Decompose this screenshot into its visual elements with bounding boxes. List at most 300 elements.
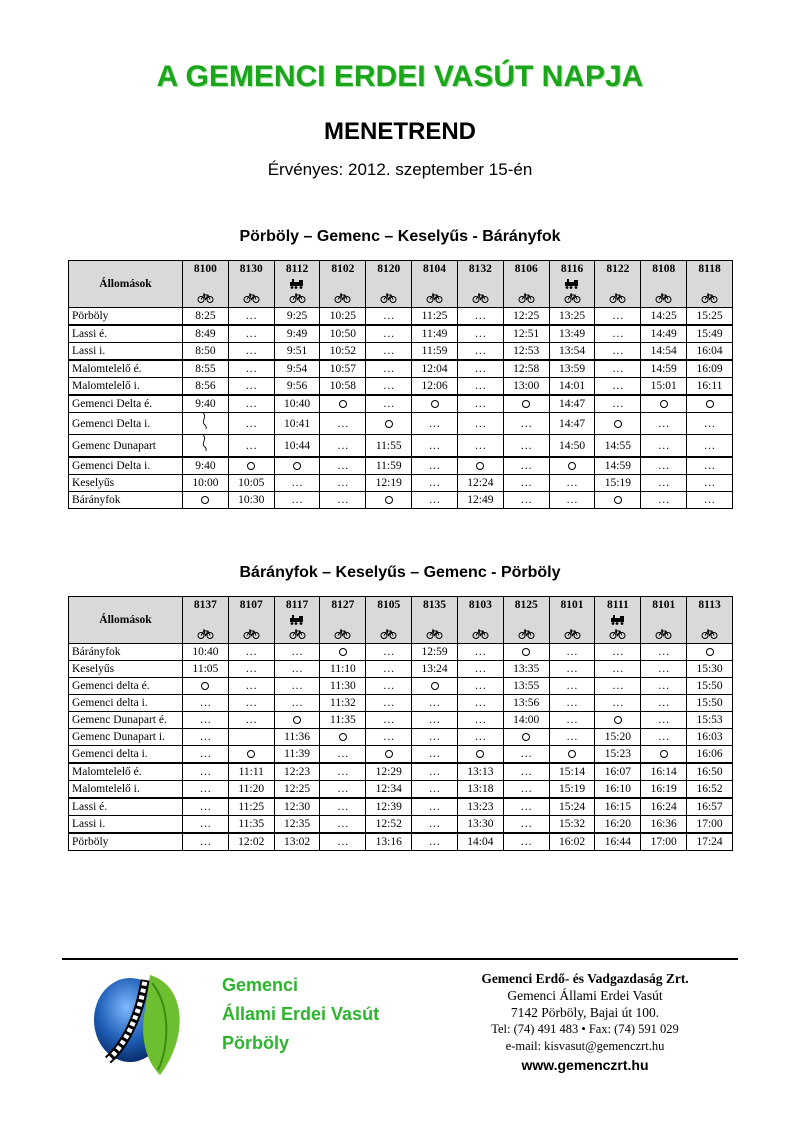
bicycle-icon xyxy=(504,290,549,304)
time-cell: 17:24 xyxy=(687,833,733,851)
time-cell: … xyxy=(457,378,503,396)
on-request-stop-icon xyxy=(412,678,458,695)
time-cell: 16:19 xyxy=(641,781,687,799)
time-cell: … xyxy=(595,644,641,661)
time-cell: … xyxy=(366,343,412,361)
table-row xyxy=(69,413,733,435)
train-number-header xyxy=(366,261,412,308)
time-cell: … xyxy=(687,492,733,509)
time-cell: 16:20 xyxy=(595,816,641,834)
time-cell: 12:25 xyxy=(274,781,320,799)
time-cell: … xyxy=(320,435,366,458)
on-request-stop-icon xyxy=(274,712,320,729)
train-number: 8100 xyxy=(193,263,217,275)
station-name: Bárányfok xyxy=(69,492,183,509)
on-request-stop-icon xyxy=(228,457,274,475)
station-name: Bárányfok xyxy=(69,644,183,661)
time-cell: … xyxy=(274,475,320,492)
time-cell: … xyxy=(549,729,595,746)
time-cell: 13:00 xyxy=(503,378,549,396)
time-cell: … xyxy=(412,729,458,746)
phone-fax: Tel: (74) 491 483 • Fax: (74) 591 029 xyxy=(491,1022,679,1036)
website-link[interactable]: www.gemenczrt.hu xyxy=(521,1057,649,1073)
station-name: Keselyűs xyxy=(69,661,183,678)
time-cell: 16:04 xyxy=(687,343,733,361)
time-cell: … xyxy=(549,475,595,492)
time-cell: 10:52 xyxy=(320,343,366,361)
time-cell: … xyxy=(183,798,229,816)
contact-block xyxy=(460,970,710,1074)
time-cell: 12:29 xyxy=(366,763,412,781)
time-cell: 10:50 xyxy=(320,325,366,343)
time-cell: … xyxy=(457,695,503,712)
time-cell: … xyxy=(412,712,458,729)
time-cell: 14:04 xyxy=(457,833,503,851)
bicycle-icon xyxy=(183,626,228,640)
train-number: 8102 xyxy=(331,263,355,275)
time-cell: … xyxy=(274,661,320,678)
time-cell: … xyxy=(228,435,274,458)
time-cell: 14:00 xyxy=(503,712,549,729)
time-cell: … xyxy=(457,360,503,378)
train-number-header xyxy=(183,261,229,308)
bicycle-icon xyxy=(458,626,503,640)
time-cell: … xyxy=(503,816,549,834)
time-cell: 15:25 xyxy=(687,308,733,326)
time-cell: … xyxy=(457,661,503,678)
train-number: 8118 xyxy=(698,263,721,275)
table-row xyxy=(69,457,733,475)
time-cell: 12:23 xyxy=(274,763,320,781)
time-cell: 14:59 xyxy=(595,457,641,475)
header-row xyxy=(69,597,733,644)
email[interactable]: e-mail: kisvasut@gemenczrt.hu xyxy=(505,1039,665,1053)
time-cell: 11:55 xyxy=(366,435,412,458)
time-cell: … xyxy=(503,763,549,781)
time-cell: 10:05 xyxy=(228,475,274,492)
time-cell: … xyxy=(503,475,549,492)
time-cell: … xyxy=(641,729,687,746)
time-cell: … xyxy=(641,475,687,492)
table-row xyxy=(69,695,733,712)
time-cell: … xyxy=(183,695,229,712)
bicycle-icon xyxy=(550,290,595,304)
station-name: Malomtelelő i. xyxy=(69,378,183,396)
time-cell: 9:56 xyxy=(274,378,320,396)
org-name-line2: Állami Erdei Vasút xyxy=(222,1004,380,1024)
time-cell: … xyxy=(641,661,687,678)
time-cell: … xyxy=(503,833,549,851)
time-cell: … xyxy=(320,763,366,781)
time-cell: 11:25 xyxy=(412,308,458,326)
on-request-stop-icon xyxy=(366,413,412,435)
train-number: 8112 xyxy=(285,263,309,275)
station-column-header: Állomások xyxy=(69,597,183,644)
time-cell: … xyxy=(595,308,641,326)
time-cell: 13:56 xyxy=(503,695,549,712)
time-cell: 12:06 xyxy=(412,378,458,396)
time-cell: 14:25 xyxy=(641,308,687,326)
time-cell: 16:36 xyxy=(641,816,687,834)
time-cell: … xyxy=(687,457,733,475)
time-cell: … xyxy=(228,360,274,378)
on-request-stop-icon xyxy=(366,492,412,509)
time-cell: 14:47 xyxy=(549,395,595,413)
on-request-stop-icon xyxy=(183,492,229,509)
station-name: Malomtelelő é. xyxy=(69,763,183,781)
bicycle-icon xyxy=(320,626,365,640)
time-cell: … xyxy=(366,644,412,661)
on-request-stop-icon xyxy=(595,413,641,435)
on-request-stop-icon xyxy=(549,457,595,475)
time-cell: … xyxy=(457,644,503,661)
time-cell: … xyxy=(228,678,274,695)
time-cell: … xyxy=(503,781,549,799)
train-number: 8122 xyxy=(606,263,630,275)
station-name: Lassi i. xyxy=(69,343,183,361)
footer-divider xyxy=(62,958,738,960)
time-cell: … xyxy=(183,833,229,851)
time-cell: 12:39 xyxy=(366,798,412,816)
train-number: 8127 xyxy=(331,599,355,611)
time-cell: … xyxy=(366,729,412,746)
time-cell: 13:16 xyxy=(366,833,412,851)
time-cell: … xyxy=(549,712,595,729)
time-cell: … xyxy=(641,644,687,661)
time-cell: 13:02 xyxy=(274,833,320,851)
time-cell: 15:50 xyxy=(687,695,733,712)
train-number-header xyxy=(457,597,503,644)
time-cell: 16:07 xyxy=(595,763,641,781)
time-cell: 13:24 xyxy=(412,661,458,678)
time-cell: 11:59 xyxy=(412,343,458,361)
train-number-header xyxy=(503,261,549,308)
time-cell: 12:49 xyxy=(457,492,503,509)
train-number-header xyxy=(183,597,229,644)
time-cell: 13:23 xyxy=(457,798,503,816)
time-cell: … xyxy=(366,661,412,678)
time-cell: 11:35 xyxy=(228,816,274,834)
train-number-header xyxy=(366,597,412,644)
table-row xyxy=(69,343,733,361)
time-cell: 17:00 xyxy=(641,833,687,851)
time-cell: 9:40 xyxy=(183,457,229,475)
time-cell: … xyxy=(595,343,641,361)
time-cell: 8:49 xyxy=(183,325,229,343)
company-name: Gemenci Erdő- és Vadgazdaság Zrt. xyxy=(481,971,689,986)
time-cell: … xyxy=(412,798,458,816)
time-cell: … xyxy=(412,413,458,435)
time-cell: … xyxy=(412,781,458,799)
time-cell: … xyxy=(320,798,366,816)
station-name: Pörböly xyxy=(69,308,183,326)
station-column-header: Állomások xyxy=(69,261,183,308)
train-number: 8101 xyxy=(652,599,676,611)
time-cell: 16:06 xyxy=(687,746,733,764)
header-row xyxy=(69,261,733,308)
time-cell: 10:40 xyxy=(183,644,229,661)
train-number: 8101 xyxy=(560,599,584,611)
time-cell: 14:49 xyxy=(641,325,687,343)
table-row xyxy=(69,492,733,509)
time-cell: 14:55 xyxy=(595,435,641,458)
bicycle-icon xyxy=(458,290,503,304)
time-cell: … xyxy=(412,457,458,475)
time-cell: … xyxy=(457,343,503,361)
time-cell: … xyxy=(366,308,412,326)
time-cell: … xyxy=(228,325,274,343)
steam-locomotive-icon xyxy=(550,276,595,290)
on-request-stop-icon xyxy=(320,395,366,413)
time-cell: 9:49 xyxy=(274,325,320,343)
time-cell: 11:25 xyxy=(228,798,274,816)
train-number: 8135 xyxy=(423,599,447,611)
station-name: Malomtelelő i. xyxy=(69,781,183,799)
time-cell: 11:59 xyxy=(366,457,412,475)
time-cell: 10:25 xyxy=(320,308,366,326)
table-row xyxy=(69,781,733,799)
station-name: Gemenci Delta i. xyxy=(69,413,183,435)
train-number-header xyxy=(641,261,687,308)
time-cell: 10:40 xyxy=(274,395,320,413)
time-cell: 11:36 xyxy=(274,729,320,746)
on-request-stop-icon xyxy=(549,746,595,764)
time-cell: … xyxy=(228,395,274,413)
steam-locomotive-icon xyxy=(275,276,320,290)
time-cell: … xyxy=(228,695,274,712)
train-number-header xyxy=(503,597,549,644)
time-cell: … xyxy=(549,644,595,661)
time-cell: 14:50 xyxy=(549,435,595,458)
time-cell: 11:05 xyxy=(183,661,229,678)
time-cell: … xyxy=(503,746,549,764)
time-cell: … xyxy=(412,833,458,851)
train-number: 8137 xyxy=(193,599,217,611)
time-cell: 13:25 xyxy=(549,308,595,326)
time-cell: … xyxy=(412,435,458,458)
on-request-stop-icon xyxy=(457,746,503,764)
time-cell: … xyxy=(320,746,366,764)
train-number-header xyxy=(641,597,687,644)
no-service-squiggle-icon xyxy=(183,413,229,435)
on-request-stop-icon xyxy=(228,746,274,764)
train-number-header xyxy=(412,261,458,308)
time-cell: 10:41 xyxy=(274,413,320,435)
time-cell: 13:49 xyxy=(549,325,595,343)
railway-name: Gemenci Állami Erdei Vasút xyxy=(507,988,663,1003)
time-cell: … xyxy=(457,395,503,413)
time-cell: 12:19 xyxy=(366,475,412,492)
time-cell: … xyxy=(183,729,229,746)
time-cell: … xyxy=(503,413,549,435)
time-cell: 15:19 xyxy=(595,475,641,492)
on-request-stop-icon xyxy=(503,729,549,746)
train-number-header xyxy=(320,261,366,308)
on-request-stop-icon xyxy=(595,492,641,509)
train-number: 8117 xyxy=(285,599,309,611)
bicycle-icon xyxy=(687,626,732,640)
time-cell: … xyxy=(366,695,412,712)
time-cell: … xyxy=(457,435,503,458)
on-request-stop-icon xyxy=(687,644,733,661)
train-number: 8113 xyxy=(698,599,721,611)
bicycle-icon xyxy=(229,290,274,304)
time-cell: 16:24 xyxy=(641,798,687,816)
time-cell: … xyxy=(412,763,458,781)
bicycle-icon xyxy=(366,290,411,304)
time-cell: 10:30 xyxy=(228,492,274,509)
on-request-stop-icon xyxy=(641,746,687,764)
time-cell xyxy=(228,729,274,746)
time-cell: 12:58 xyxy=(503,360,549,378)
time-cell: … xyxy=(595,661,641,678)
time-cell: 12:25 xyxy=(503,308,549,326)
no-service-squiggle-icon xyxy=(183,435,229,458)
train-number: 8104 xyxy=(423,263,447,275)
time-cell: … xyxy=(412,746,458,764)
time-cell: … xyxy=(595,395,641,413)
time-cell: … xyxy=(412,492,458,509)
time-cell: 10:57 xyxy=(320,360,366,378)
time-cell: 16:11 xyxy=(687,378,733,396)
bicycle-icon xyxy=(275,290,320,304)
table-row xyxy=(69,746,733,764)
time-cell: 16:52 xyxy=(687,781,733,799)
train-number-header xyxy=(549,597,595,644)
org-name-line3: Pörböly xyxy=(222,1033,290,1053)
table-row xyxy=(69,475,733,492)
time-cell: 15:24 xyxy=(549,798,595,816)
table-row xyxy=(69,816,733,834)
on-request-stop-icon xyxy=(503,395,549,413)
time-cell: … xyxy=(503,492,549,509)
on-request-stop-icon xyxy=(320,729,366,746)
station-name: Gemenc Dunapart é. xyxy=(69,712,183,729)
time-cell: 13:54 xyxy=(549,343,595,361)
time-cell: 12:24 xyxy=(457,475,503,492)
train-number: 8107 xyxy=(239,599,263,611)
station-name: Gemenci Delta é. xyxy=(69,395,183,413)
bicycle-icon xyxy=(595,626,640,640)
time-cell: … xyxy=(183,781,229,799)
station-name: Gemenci delta é. xyxy=(69,678,183,695)
on-request-stop-icon xyxy=(366,746,412,764)
time-cell: … xyxy=(595,695,641,712)
time-cell: … xyxy=(641,492,687,509)
time-cell: … xyxy=(274,644,320,661)
train-number: 8103 xyxy=(468,599,492,611)
time-cell: 11:10 xyxy=(320,661,366,678)
time-cell: … xyxy=(457,308,503,326)
time-cell: 11:11 xyxy=(228,763,274,781)
time-cell: 12:04 xyxy=(412,360,458,378)
time-cell: … xyxy=(503,435,549,458)
time-cell: 11:30 xyxy=(320,678,366,695)
time-cell: … xyxy=(687,435,733,458)
time-cell: … xyxy=(366,712,412,729)
train-number-header xyxy=(274,261,320,308)
train-number-header xyxy=(274,597,320,644)
time-cell: … xyxy=(457,325,503,343)
time-cell: … xyxy=(183,816,229,834)
time-cell: 9:25 xyxy=(274,308,320,326)
time-cell: 13:59 xyxy=(549,360,595,378)
time-cell: … xyxy=(228,308,274,326)
time-cell: 10:44 xyxy=(274,435,320,458)
time-cell: 12:02 xyxy=(228,833,274,851)
timetable-return xyxy=(68,596,733,851)
time-cell: 12:30 xyxy=(274,798,320,816)
time-cell: … xyxy=(366,395,412,413)
time-cell: … xyxy=(183,746,229,764)
train-number-header xyxy=(595,597,641,644)
table-row xyxy=(69,798,733,816)
station-name: Gemenci delta i. xyxy=(69,695,183,712)
time-cell: … xyxy=(457,712,503,729)
time-cell: … xyxy=(412,475,458,492)
time-cell: … xyxy=(457,729,503,746)
time-cell: 15:50 xyxy=(687,678,733,695)
on-request-stop-icon xyxy=(183,678,229,695)
time-cell: … xyxy=(641,678,687,695)
time-cell: 10:00 xyxy=(183,475,229,492)
station-name: Lassi é. xyxy=(69,798,183,816)
time-cell: … xyxy=(320,475,366,492)
time-cell: … xyxy=(274,678,320,695)
route-title-1: Pörböly – Gemenc – Keselyűs - Bárányfok xyxy=(239,228,561,245)
train-number-header xyxy=(595,261,641,308)
time-cell: 8:55 xyxy=(183,360,229,378)
time-cell: 9:51 xyxy=(274,343,320,361)
time-cell: 12:51 xyxy=(503,325,549,343)
time-cell: 17:00 xyxy=(687,816,733,834)
table-row xyxy=(69,360,733,378)
time-cell: … xyxy=(320,816,366,834)
time-cell: 11:35 xyxy=(320,712,366,729)
table-row xyxy=(69,833,733,851)
time-cell: … xyxy=(503,457,549,475)
bicycle-icon xyxy=(320,290,365,304)
time-cell: 11:49 xyxy=(412,325,458,343)
time-cell: … xyxy=(183,763,229,781)
train-number: 8108 xyxy=(652,263,676,275)
time-cell: 15:30 xyxy=(687,661,733,678)
bicycle-icon xyxy=(412,290,457,304)
time-cell: … xyxy=(228,644,274,661)
on-request-stop-icon xyxy=(412,395,458,413)
table-row xyxy=(69,395,733,413)
time-cell: 8:56 xyxy=(183,378,229,396)
time-cell: … xyxy=(595,325,641,343)
station-name: Gemenci Delta i. xyxy=(69,457,183,475)
time-cell: … xyxy=(687,475,733,492)
table-row xyxy=(69,729,733,746)
on-request-stop-icon xyxy=(503,644,549,661)
station-name: Gemenci delta i. xyxy=(69,746,183,764)
on-request-stop-icon xyxy=(595,712,641,729)
train-number: 8106 xyxy=(514,263,538,275)
table-row xyxy=(69,435,733,458)
train-number: 8130 xyxy=(239,263,263,275)
bicycle-icon xyxy=(641,626,686,640)
time-cell: 12:53 xyxy=(503,343,549,361)
time-cell: 13:13 xyxy=(457,763,503,781)
address: 7142 Pörböly, Bajai út 100. xyxy=(510,1005,660,1020)
time-cell: … xyxy=(503,798,549,816)
org-name-line1: Gemenci xyxy=(222,975,299,995)
time-cell: 15:01 xyxy=(641,378,687,396)
train-number: 8125 xyxy=(514,599,538,611)
